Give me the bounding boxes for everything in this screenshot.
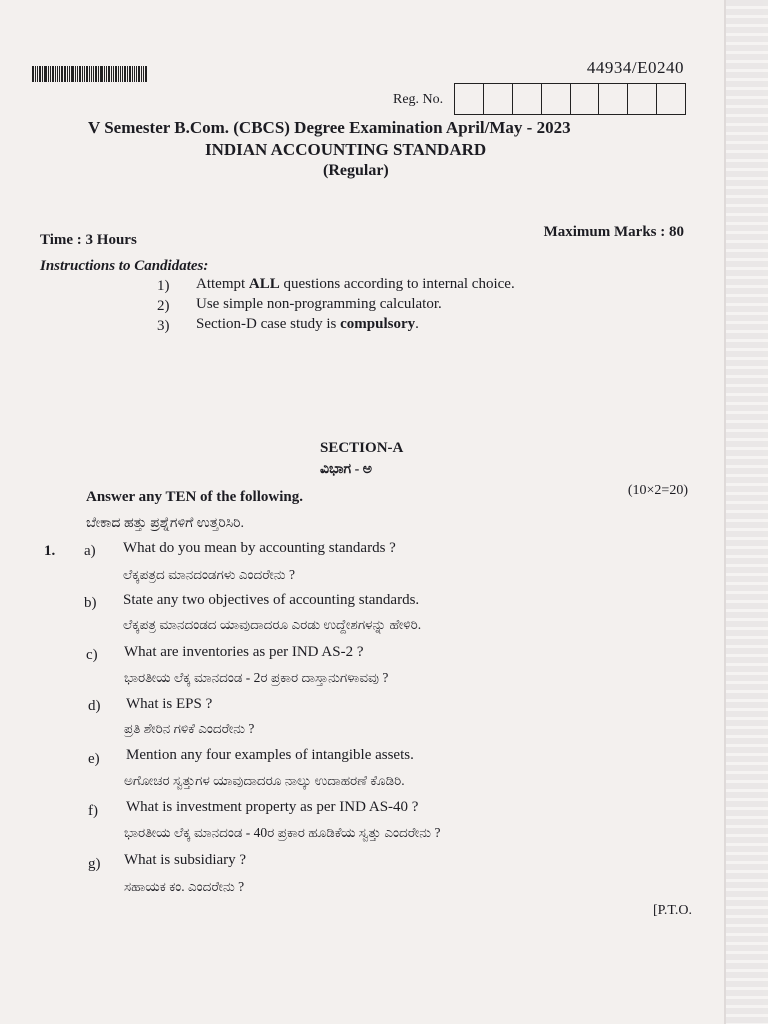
section-title-kannada: ವಿಭಾಗ - ಅ (320, 462, 372, 477)
question-text-kannada: ಅಗೋಚರ ಸ್ವತ್ತುಗಳ ಯಾವುದಾದರೂ ನಾಲ್ಕು ಉದಾಹರಣೆ ಕೊಡಿರಿ. (124, 773, 405, 788)
barcode-bar (91, 66, 92, 82)
exam-title: V Semester B.Com. (CBCS) Degree Examination April/May - 2023 (88, 118, 571, 137)
barcode-bar (132, 66, 133, 82)
time-allowed: Time : 3 Hours (40, 232, 137, 248)
reg-no-boxes (454, 83, 686, 115)
question-text-kannada: ಭಾರತೀಯ ಲೆಕ್ಕ ಮಾನದಂಡ - 40ರ ಪ್ರಕಾರ ಹೂಡಿಕೆಯ ಸ್ವತ್ತು ಎಂದರೇನು ? (124, 825, 441, 840)
question-text-kannada: ಸಹಾಯಕ ಕಂ. ಎಂದರೇನು ? (124, 879, 245, 894)
reg-digit-box (571, 84, 600, 114)
barcode-bar (64, 66, 66, 82)
barcode-bar (118, 66, 119, 82)
question-label: e) (88, 751, 100, 767)
barcode-bar (89, 66, 90, 82)
barcode-bar (69, 66, 70, 82)
page-edge (724, 0, 768, 1024)
instruction-text: Attempt ALL questions according to internal choice. (196, 276, 515, 292)
barcode-bar (35, 66, 36, 82)
instruction-number: 1) (157, 278, 170, 294)
please-turn-over: [P.T.O. (652, 903, 692, 918)
section-instruction: Answer any TEN of the following. (86, 489, 303, 505)
barcode-bar (141, 66, 142, 82)
question-text: Mention any four examples of intangible assets. (126, 747, 414, 763)
instruction-number: 3) (157, 318, 170, 334)
reg-digit-box (513, 84, 542, 114)
barcode-bar (32, 66, 34, 82)
question-text-kannada: ಭಾರತೀಯ ಲೆಕ್ಕ ಮಾನದಂಡ - 2ರ ಪ್ರಕಾರ ದಾಸ್ತಾನುಗಳಾವವು ? (124, 670, 389, 685)
subject-title: INDIAN ACCOUNTING STANDARD (205, 140, 487, 159)
question-label: b) (84, 595, 97, 611)
exam-type: (Regular) (323, 162, 389, 179)
question-label: f) (88, 803, 98, 819)
question-label: g) (88, 856, 101, 872)
barcode-bar (100, 66, 103, 82)
barcode-bar (134, 66, 135, 82)
barcode-bar (37, 66, 38, 82)
question-label: d) (88, 698, 101, 714)
barcode-bar (127, 66, 128, 82)
question-text: State any two objectives of accounting standards. (123, 592, 420, 608)
reg-digit-box (455, 84, 484, 114)
barcode-bar (98, 66, 99, 82)
section-instruction-kannada: ಬೇಕಾದ ಹತ್ತು ಪ್ರಶ್ನೆಗಳಿಗೆ ಉತ್ತರಿಸಿರಿ. (86, 516, 245, 531)
barcode-bar (82, 66, 83, 82)
section-marks: (10×2=20) (627, 483, 688, 498)
barcode-bar (79, 66, 81, 82)
barcode-bar (95, 66, 97, 82)
question-text: What are inventories as per IND AS-2 ? (124, 644, 364, 660)
instruction-number: 2) (157, 298, 170, 314)
barcode-bar (42, 66, 43, 82)
question-label: a) (84, 543, 96, 559)
question-text: What is EPS ? (126, 696, 213, 712)
barcode-bar (104, 66, 105, 82)
barcode-bar (52, 66, 54, 82)
barcode-bar (93, 66, 94, 82)
barcode-bar (86, 66, 88, 82)
barcode-bar (71, 66, 74, 82)
barcode-bar (55, 66, 56, 82)
barcode-bar (39, 66, 41, 82)
reg-digit-box (542, 84, 571, 114)
paper-code: 44934/E0240 (586, 58, 684, 77)
question-text: What is subsidiary ? (124, 852, 247, 868)
question-text-kannada: ಪ್ರತಿ ಶೇರಿನ ಗಳಿಕೆ ಎಂದರೇನು ? (124, 721, 255, 736)
barcode-bar (50, 66, 51, 82)
barcode-bar (44, 66, 47, 82)
reg-digit-box (484, 84, 513, 114)
barcode-bar (129, 66, 131, 82)
barcode-bar (138, 66, 140, 82)
question-text-kannada: ಲೆಕ್ಕಪತ್ರ ಮಾನದಂಡದ ಯಾವುದಾದರೂ ಎರಡು ಉದ್ದೇಶಗಳನ್ನು ಹೇಳಿರಿ. (123, 617, 422, 632)
reg-digit-box (628, 84, 657, 114)
barcode-bar (122, 66, 123, 82)
barcode-bar (106, 66, 107, 82)
maximum-marks: Maximum Marks : 80 (543, 224, 684, 240)
question-label: c) (86, 647, 98, 663)
barcode-bar (84, 66, 85, 82)
barcode-bar (108, 66, 110, 82)
reg-digit-box (657, 84, 685, 114)
barcode (32, 66, 168, 82)
instructions-title: Instructions to Candidates: (40, 258, 209, 274)
barcode-bar (59, 66, 60, 82)
instruction-text: Section-D case study is compulsory. (196, 316, 419, 332)
question-text: What do you mean by accounting standards ? (123, 540, 396, 556)
question-number: 1. (44, 543, 56, 559)
barcode-bar (111, 66, 112, 82)
barcode-bar (75, 66, 76, 82)
reg-no-label: Reg. No. (393, 92, 444, 107)
barcode-bar (115, 66, 117, 82)
barcode-bar (48, 66, 49, 82)
barcode-bar (143, 66, 144, 82)
barcode-bar (145, 66, 147, 82)
barcode-bar (67, 66, 68, 82)
barcode-bar (113, 66, 114, 82)
question-text: What is investment property as per IND AS-40 ? (126, 799, 419, 815)
instruction-text: Use simple non-programming calculator. (196, 296, 442, 312)
question-text-kannada: ಲೆಕ್ಕಪತ್ರದ ಮಾನದಂಡಗಳು ಎಂದರೇನು ? (123, 567, 295, 582)
barcode-bar (77, 66, 78, 82)
reg-digit-box (599, 84, 628, 114)
section-title: SECTION-A (320, 440, 404, 456)
barcode-bar (57, 66, 58, 82)
barcode-bar (61, 66, 63, 82)
barcode-bar (124, 66, 126, 82)
barcode-bar (136, 66, 137, 82)
barcode-bar (120, 66, 121, 82)
